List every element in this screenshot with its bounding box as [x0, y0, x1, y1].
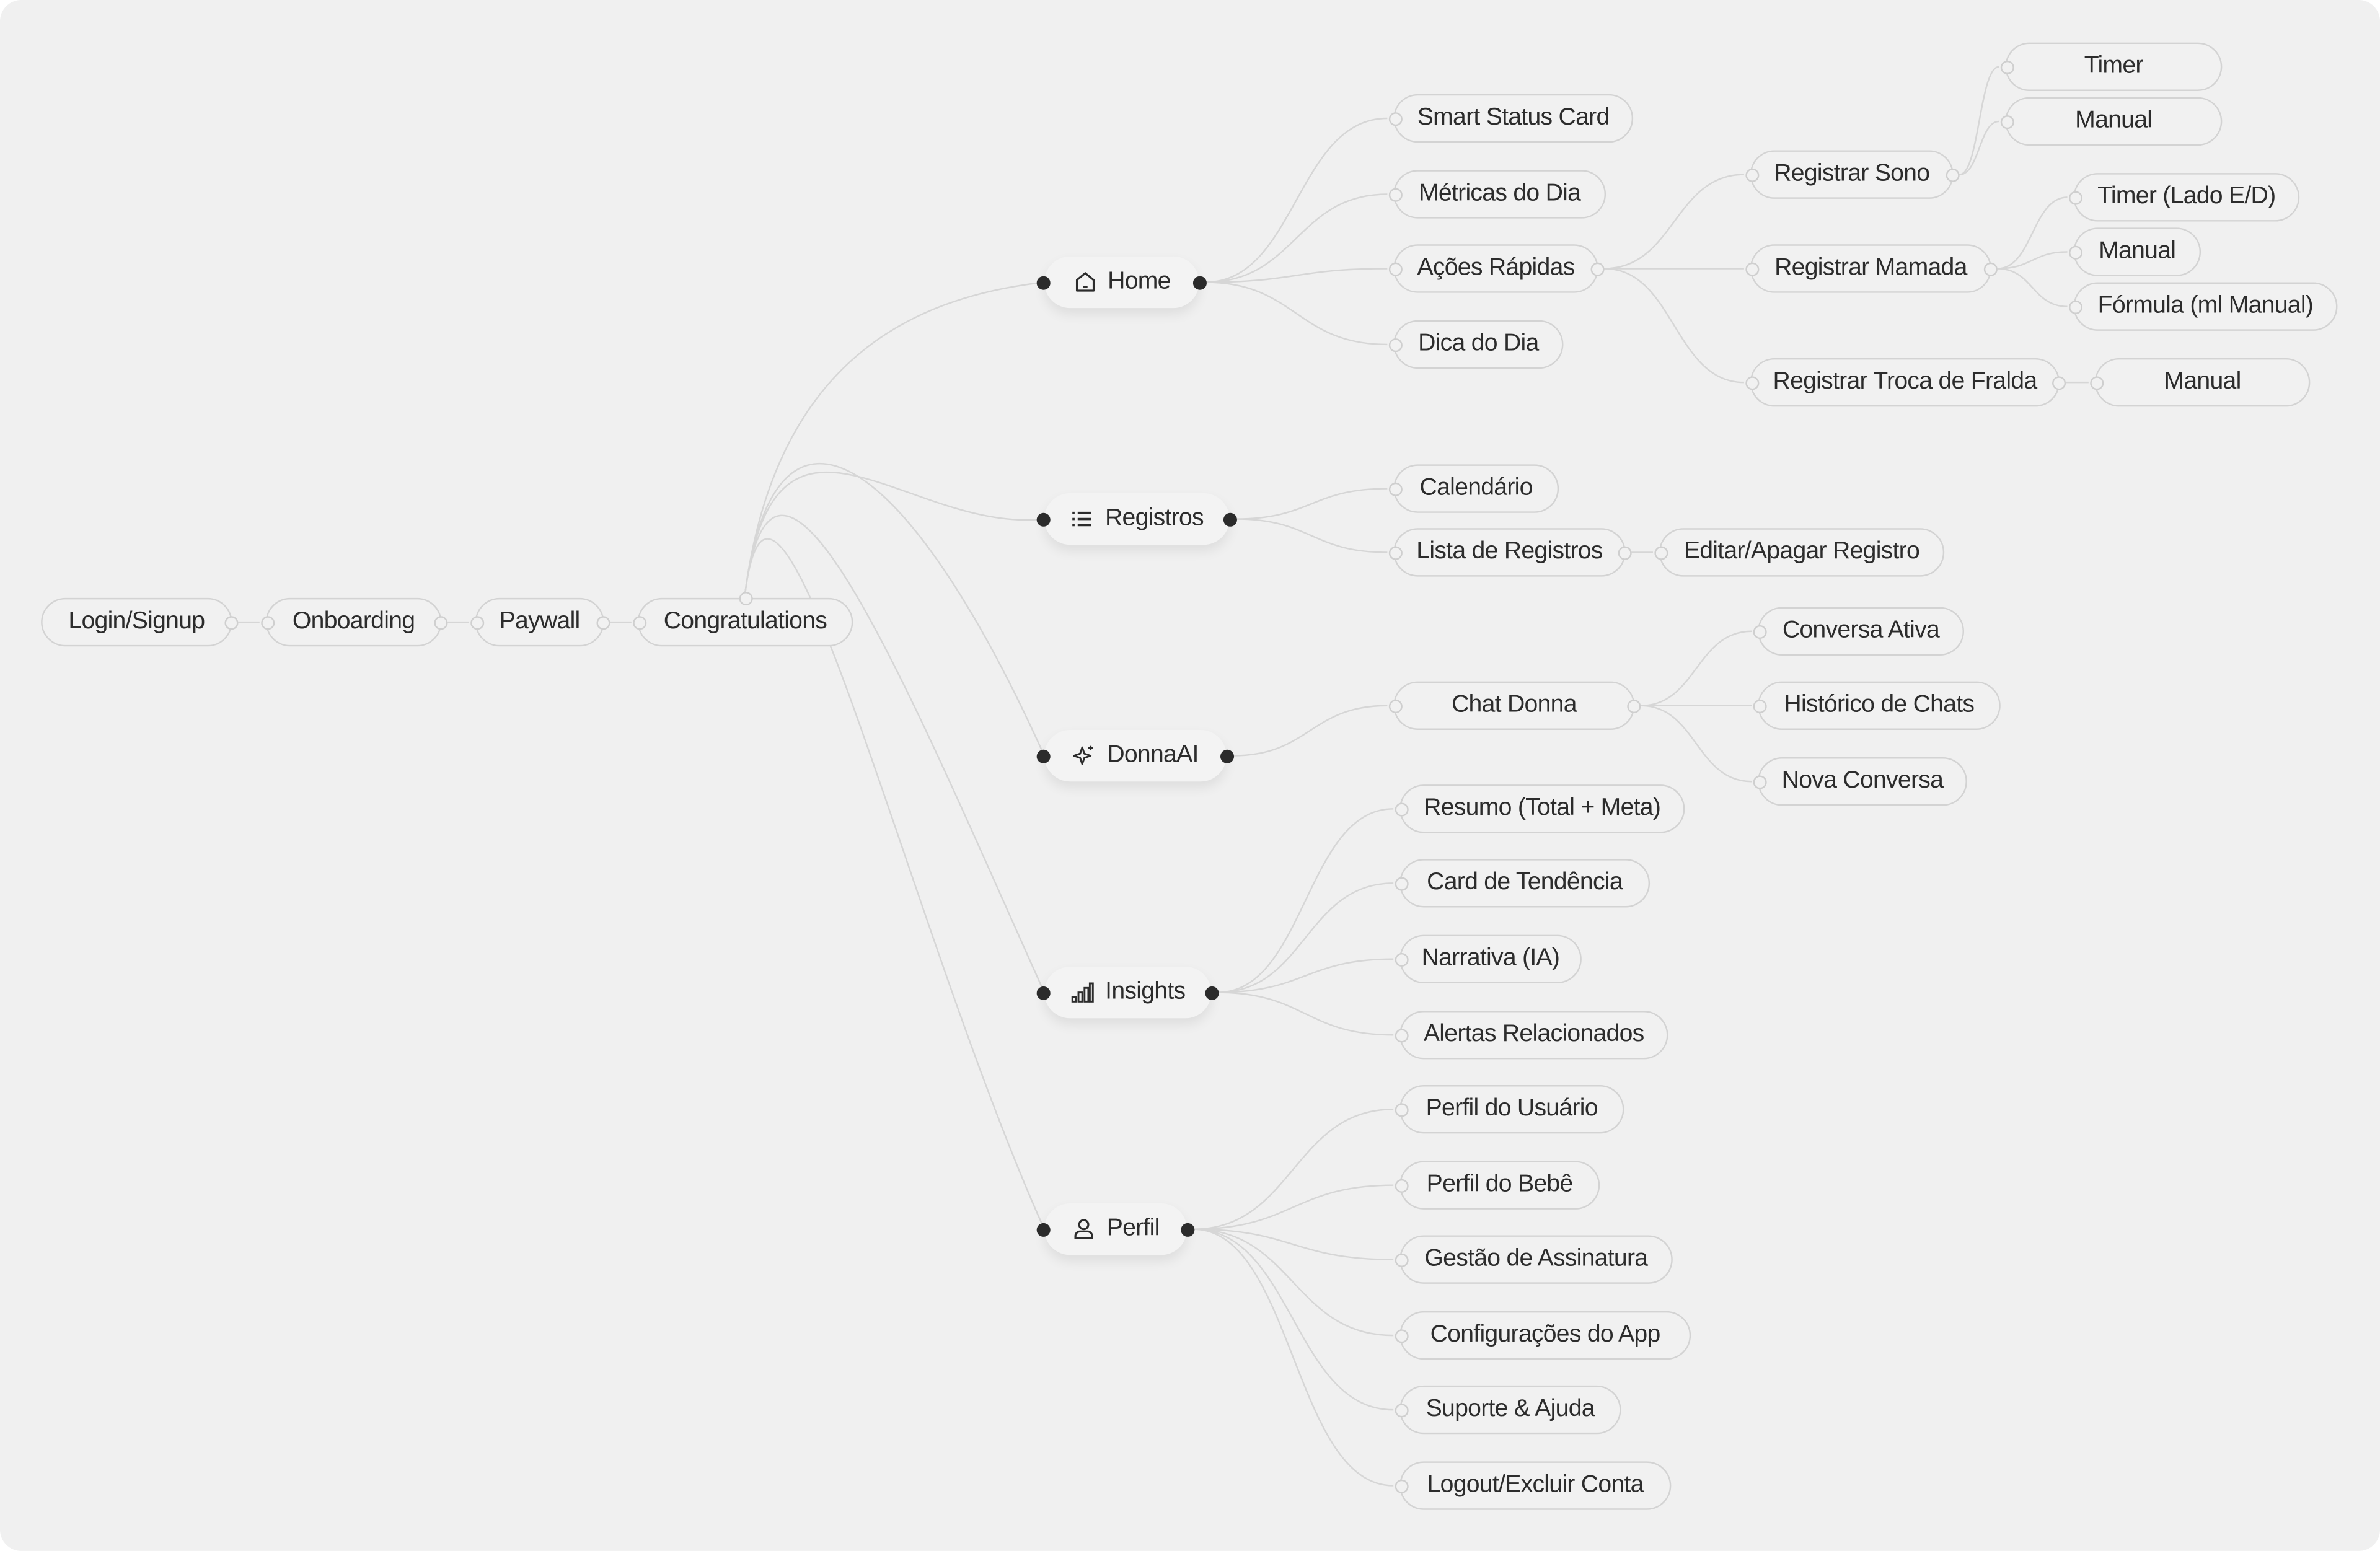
node-label: Resumo (Total + Meta) [1424, 795, 1661, 821]
edge-main [745, 472, 1044, 592]
node-label: Manual [2164, 369, 2241, 395]
node-label: DonnaAI [1107, 742, 1199, 768]
edge [1193, 1109, 1393, 1229]
node-label: Nova Conversa [1781, 768, 1944, 794]
node-label: Lista de Registros [1416, 538, 1603, 565]
node-home-children-1[interactable] [1393, 170, 1606, 218]
edge [1960, 67, 1999, 175]
node-label: Alertas Relacionados [1423, 1021, 1644, 1047]
node-label: Perfil do Usuário [1426, 1096, 1598, 1122]
edge [1641, 631, 1752, 706]
node-home-sono-1[interactable] [2005, 97, 2222, 146]
node-perfil-children-5[interactable] [1399, 1461, 1671, 1509]
node-registros-lista-0[interactable] [1659, 528, 1944, 576]
edge [1193, 1229, 1393, 1486]
node-label: Configurações do App [1430, 1322, 1660, 1348]
sparkle-icon [1072, 744, 1096, 768]
node-label: Registrar Mamada [1774, 255, 1967, 281]
node-perfil-children-3[interactable] [1399, 1311, 1691, 1360]
home-icon [1073, 270, 1097, 294]
user-icon [1072, 1217, 1096, 1241]
edge [1235, 519, 1387, 553]
node-label: Home [1108, 268, 1171, 295]
node-home-acoes-2[interactable] [1750, 358, 2060, 406]
node-home-mamada-1[interactable] [2073, 227, 2201, 276]
node-donnaai-children-0[interactable] [1393, 682, 1634, 730]
node-label: Histórico de Chats [1784, 692, 1975, 718]
node-insights[interactable] [1044, 967, 1211, 1018]
node-label: Card de Tendência [1427, 869, 1623, 895]
node-perfil-children-1[interactable] [1399, 1161, 1600, 1209]
node-label: Smart Status Card [1417, 104, 1610, 131]
node-registros[interactable] [1044, 493, 1230, 545]
node-label: Fórmula (ml Manual) [2097, 292, 2314, 319]
node-home-acoes-0[interactable] [1750, 150, 1954, 198]
edge [1235, 489, 1387, 519]
edge [1605, 268, 1744, 382]
node-label: Editar/Apagar Registro [1683, 538, 1920, 565]
node-home-mamada-2[interactable] [2073, 283, 2337, 331]
node-registros-children-1[interactable] [1393, 528, 1626, 576]
node-label: Registrar Troca de Fralda [1773, 369, 2037, 395]
edge [1960, 121, 1999, 175]
edge [1605, 175, 1744, 269]
node-label: Congratulations [663, 609, 827, 635]
node-label: Paywall [499, 609, 580, 635]
edge-main [745, 283, 1044, 592]
node-insights-children-3[interactable] [1399, 1011, 1668, 1059]
node-paywall[interactable] [475, 598, 604, 646]
node-label: Onboarding [292, 609, 415, 635]
edge [1233, 706, 1388, 756]
node-home[interactable] [1044, 257, 1199, 308]
node-registros-children-0[interactable] [1393, 464, 1559, 512]
node-donnaai-chat-0[interactable] [1758, 607, 1964, 656]
node-insights-children-1[interactable] [1399, 859, 1650, 907]
node-label: Insights [1105, 978, 1186, 1005]
node-home-children-0[interactable] [1393, 94, 1633, 143]
node-label: Suporte & Ajuda [1426, 1396, 1595, 1422]
node-insights-children-0[interactable] [1399, 784, 1685, 833]
node-label: Perfil do Bebê [1426, 1171, 1573, 1198]
node-label: Narrativa (IA) [1421, 945, 1560, 972]
node-donnaai[interactable] [1044, 730, 1227, 781]
edge [1193, 1229, 1393, 1260]
node-label: Login/Signup [68, 609, 205, 635]
list-icon [1070, 507, 1095, 531]
node-label: Registrar Sono [1774, 160, 1930, 187]
node-perfil-children-2[interactable] [1399, 1235, 1673, 1283]
edge [1193, 1229, 1393, 1410]
bar-chart-icon [1070, 980, 1095, 1004]
node-insights-children-2[interactable] [1399, 935, 1582, 983]
node-home-children-2[interactable] [1393, 244, 1598, 292]
node-congratulations[interactable] [638, 598, 853, 646]
edge [1998, 268, 2068, 306]
edge [1205, 118, 1388, 282]
node-home-children-3[interactable] [1393, 320, 1563, 369]
edge [1641, 706, 1752, 781]
edge [1998, 197, 2068, 268]
node-label: Logout/Excluir Conta [1427, 1472, 1644, 1498]
node-label: Timer (Lado E/D) [2097, 183, 2276, 209]
edge [1205, 268, 1388, 282]
node-label: Manual [2075, 107, 2153, 134]
node-label: Calendário [1419, 475, 1533, 501]
node-label: Métricas do Dia [1419, 180, 1581, 207]
node-home-acoes-1[interactable] [1750, 244, 1991, 292]
edge [1217, 993, 1393, 1035]
node-label: Dica do Dia [1418, 330, 1539, 357]
node-perfil-children-4[interactable] [1399, 1386, 1621, 1434]
node-perfil-children-0[interactable] [1399, 1085, 1624, 1133]
edge [1217, 809, 1393, 992]
edge [1193, 1185, 1393, 1229]
node-onboarding[interactable] [266, 598, 442, 646]
edge-main [745, 516, 1044, 993]
edge [1217, 959, 1393, 993]
node-label: Perfil [1106, 1215, 1160, 1242]
node-perfil[interactable] [1044, 1203, 1187, 1255]
node-donnaai-chat-1[interactable] [1758, 682, 2001, 730]
node-login-signup[interactable] [41, 598, 232, 646]
node-label: Gestão de Assinatura [1424, 1246, 1648, 1272]
node-label: Chat Donna [1451, 692, 1577, 718]
edge [1205, 283, 1388, 345]
node-label: Conversa Ativa [1782, 617, 1940, 644]
node-home-mamada-0[interactable] [2073, 173, 2299, 221]
node-label: Timer [2084, 53, 2143, 79]
node-label: Manual [2099, 238, 2176, 265]
node-donnaai-chat-2[interactable] [1758, 757, 1967, 806]
node-label: Ações Rápidas [1417, 255, 1575, 281]
node-label: Registros [1104, 505, 1204, 532]
node-home-fralda-0[interactable] [2095, 358, 2311, 406]
node-home-sono-0[interactable] [2005, 43, 2222, 91]
